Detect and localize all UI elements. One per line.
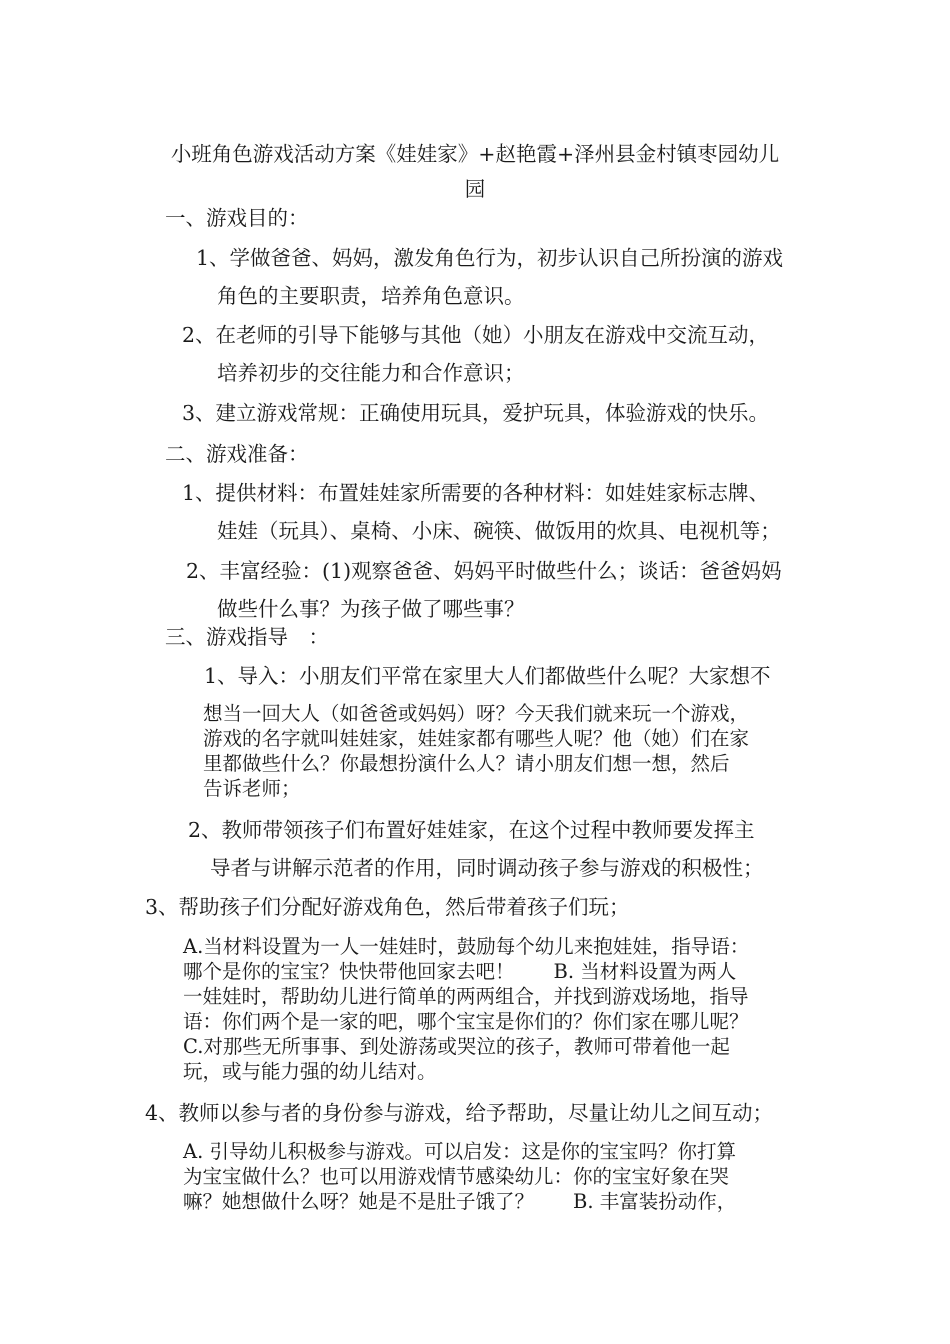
guide-item-3-sub-line-6: 玩，或与能力强的幼儿结对。 [183,1060,437,1083]
guide-item-3-line-1: 3、帮助孩子们分配好游戏角色，然后带着孩子们玩； [145,895,630,919]
guide-item-1-line-1: 1、导入：小朋友们平常在家里大人们都做些什么呢？大家想不 [204,664,771,688]
prep-item-2-line-1: 2、丰富经验：(1)观察爸爸、妈妈平时做些什么；谈话：爸爸妈妈 [186,559,782,583]
prep-item-1-line-1: 1、提供材料：布置娃娃家所需要的各种材料：如娃娃家标志牌、 [182,481,770,505]
prep-item-2-line-2: 做些什么事？为孩子做了哪些事？ [217,597,525,621]
guide-item-2-line-1: 2、教师带领孩子们布置好娃娃家，在这个过程中教师要发挥主 [188,818,755,842]
guide-item-1-line-4: 里都做些什么？你最想扮演什么人？请小朋友们想一想，然后 [203,752,730,775]
guide-item-1-line-5: 告诉老师； [203,777,301,800]
guide-item-4-sub-line-1: A. 引导幼儿积极参与游戏。可以启发：这是你的宝宝吗？你打算 [183,1140,736,1163]
title-line-2: 园 [464,177,486,201]
guide-item-3-sub-line-5: C.对那些无所事事、到处游荡或哭泣的孩子，教师可带着他一起 [183,1035,730,1058]
guide-item-1-line-2: 想当一回大人（如爸爸或妈妈）呀？今天我们就来玩一个游戏， [203,702,750,725]
goal-item-1-line-2: 角色的主要职责，培养角色意识。 [217,284,525,308]
goal-item-3-line-1: 3、建立游戏常规：正确使用玩具，爱护玩具，体验游戏的快乐。 [182,401,770,425]
guide-item-4-line-1: 4、教师以参与者的身份参与游戏，给予帮助，尽量让幼儿之间互动； [145,1101,774,1125]
guide-item-4-sub-line-2: 为宝宝做什么？也可以用游戏情节感染幼儿：你的宝宝好象在哭 [183,1165,730,1188]
prep-item-1-line-2: 娃娃（玩具）、桌椅、小床、碗筷、做饭用的炊具、电视机等； [217,519,781,543]
section-heading-goals: 一、游戏目的： [165,206,309,230]
guide-item-1-line-3: 游戏的名字就叫娃娃家，娃娃家都有哪些人呢？他（她）们在家 [203,727,750,750]
guide-item-3-sub-line-2: 哪个是你的宝宝？快快带他回家去吧！ B. 当材料设置为两人 [183,960,737,983]
goal-item-1-line-1: 1、学做爸爸、妈妈，激发角色行为，初步认识自己所扮演的游戏 [196,246,784,270]
guide-item-3-sub-line-4: 语：你们两个是一家的吧，哪个宝宝是你们的？你们家在哪儿呢？ [183,1010,749,1033]
section-heading-guidance: 三、游戏指导 ： [165,625,329,649]
goal-item-2-line-2: 培养初步的交往能力和合作意识； [217,361,525,385]
section-heading-preparation: 二、游戏准备： [165,442,309,466]
guide-item-2-line-2: 导者与讲解示范者的作用，同时调动孩子参与游戏的积极性； [210,856,764,880]
title-line-1: 小班角色游戏活动方案《娃娃家》+赵艳霞+泽州县金村镇枣园幼儿 [170,142,780,166]
guide-item-3-sub-line-3: 一娃娃时，帮助幼儿进行简单的两两组合，并找到游戏场地，指导 [183,985,749,1008]
goal-item-2-line-1: 2、在老师的引导下能够与其他（她）小朋友在游戏中交流互动， [182,323,770,347]
guide-item-4-sub-line-3: 嘛？她想做什么呀？她是不是肚子饿了？ B. 丰富装扮动作， [183,1190,737,1213]
guide-item-3-sub-line-1: A.当材料设置为一人一娃娃时，鼓励每个幼儿来抱娃娃，指导语： [183,935,750,958]
